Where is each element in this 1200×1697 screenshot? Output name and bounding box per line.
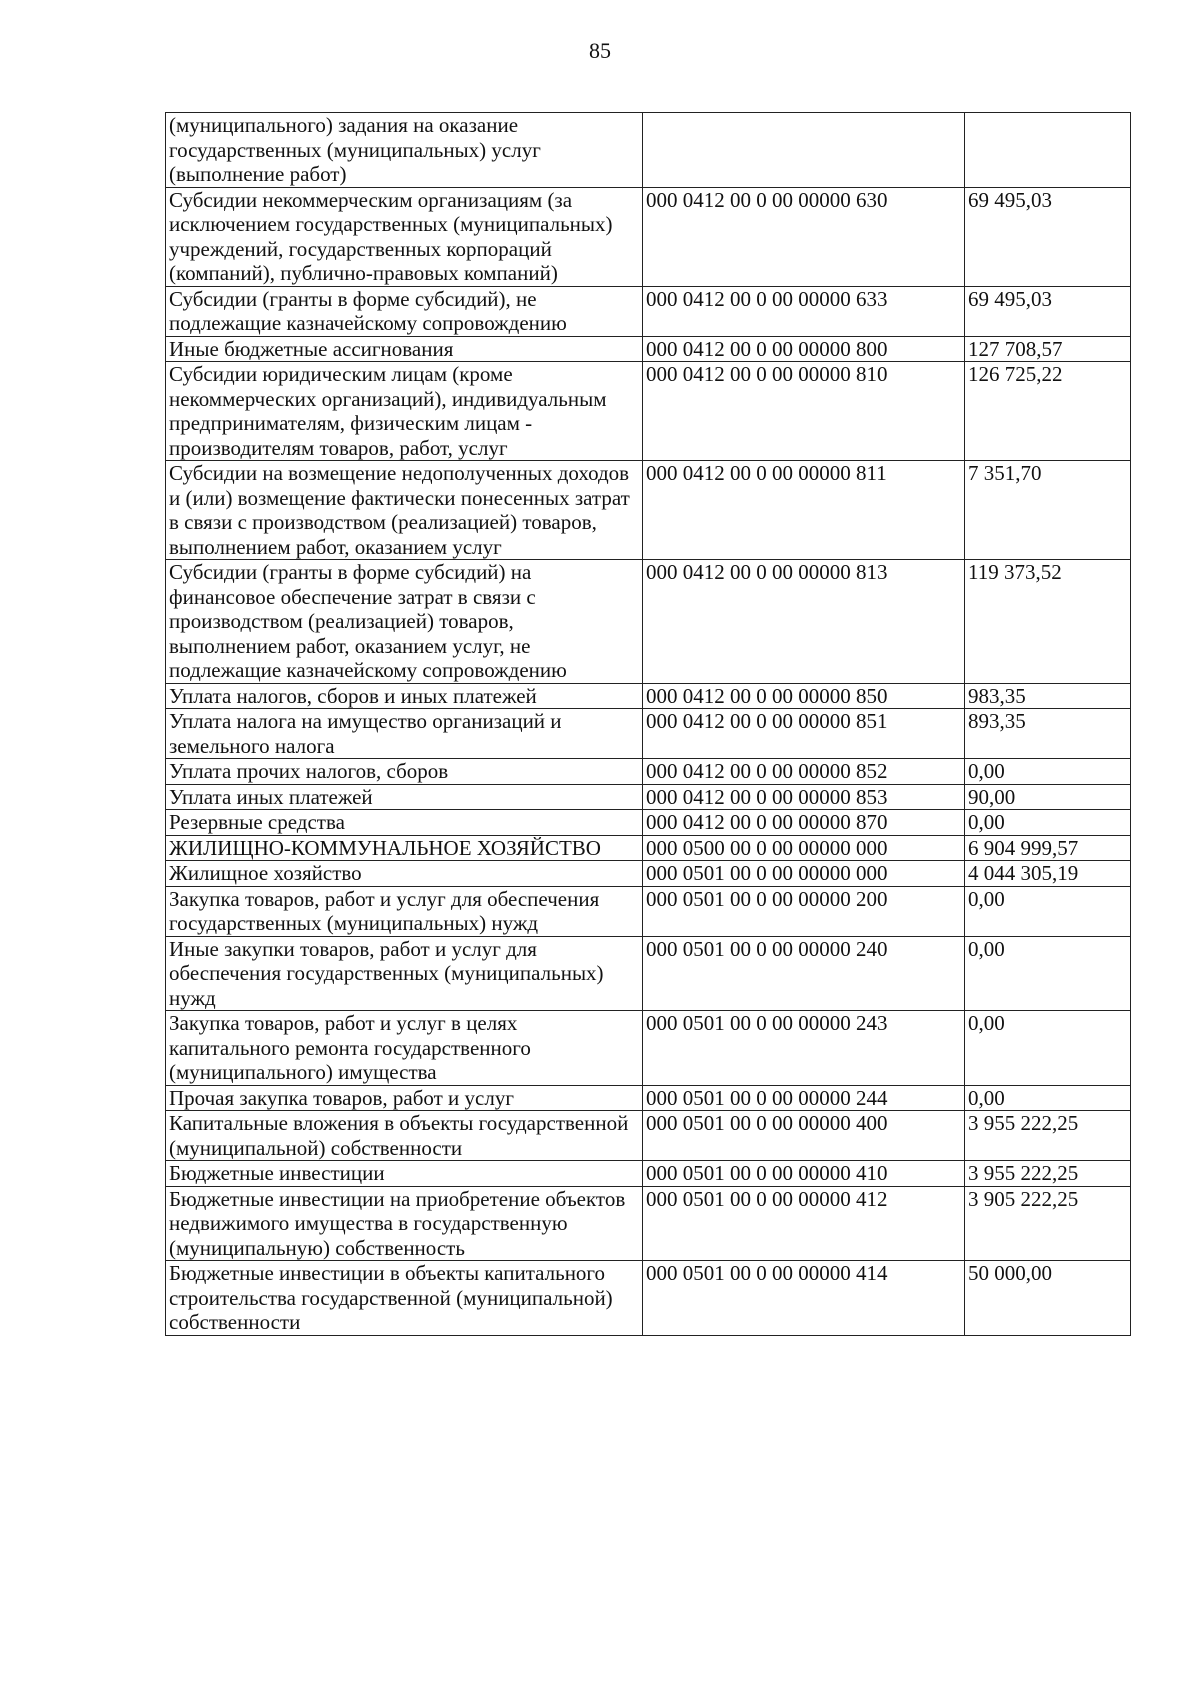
row-code-cell: 000 0501 00 0 00 00000 200 (643, 886, 965, 936)
row-amount-cell: 119 373,52 (965, 560, 1131, 684)
row-code-cell: 000 0501 00 0 00 00000 412 (643, 1186, 965, 1261)
row-amount-cell: 90,00 (965, 784, 1131, 810)
row-amount-cell: 3 955 222,25 (965, 1111, 1131, 1161)
table-row (166, 560, 1131, 684)
table-row (166, 1111, 1131, 1161)
row-amount-cell: 3 955 222,25 (965, 1161, 1131, 1187)
table-row (166, 286, 1131, 336)
table-row (166, 1011, 1131, 1086)
row-code-cell: 000 0412 00 0 00 00000 810 (643, 362, 965, 461)
table-row (166, 861, 1131, 887)
row-amount-cell: 127 708,57 (965, 336, 1131, 362)
table-row (166, 759, 1131, 785)
row-amount-cell: 50 000,00 (965, 1261, 1131, 1336)
row-code-cell: 000 0412 00 0 00 00000 850 (643, 683, 965, 709)
row-name-cell: Бюджетные инвестиции (166, 1161, 643, 1187)
table-row (166, 784, 1131, 810)
row-name-cell: Субсидии юридическим лицам (кроме некоммерческих организаций), индивидуальным предпринимателям, физическим лицам - производителям товаров, работ, услуг (166, 362, 643, 461)
row-amount-cell: 0,00 (965, 936, 1131, 1011)
row-name-cell: Прочая закупка товаров, работ и услуг (166, 1085, 643, 1111)
table-row (166, 835, 1131, 861)
budget-table-body (166, 113, 1131, 1336)
row-name-cell: Капитальные вложения в объекты государственной (муниципальной) собственности (166, 1111, 643, 1161)
table-row (166, 113, 1131, 188)
row-code-cell: 000 0501 00 0 00 00000 240 (643, 936, 965, 1011)
row-code-cell: 000 0501 00 0 00 00000 243 (643, 1011, 965, 1086)
row-name-cell: Уплата налогов, сборов и иных платежей (166, 683, 643, 709)
table-row (166, 362, 1131, 461)
row-code-cell: 000 0500 00 0 00 00000 000 (643, 835, 965, 861)
row-name-cell: Бюджетные инвестиции в объекты капитального строительства государственной (муниципальной) собственности (166, 1261, 643, 1336)
row-amount-cell: 0,00 (965, 810, 1131, 836)
row-name-cell: ЖИЛИЩНО-КОММУНАЛЬНОЕ ХОЗЯЙСТВО (166, 835, 643, 861)
row-code-cell: 000 0412 00 0 00 00000 852 (643, 759, 965, 785)
row-amount-cell (965, 113, 1131, 188)
table-row (166, 1186, 1131, 1261)
row-code-cell: 000 0412 00 0 00 00000 870 (643, 810, 965, 836)
row-amount-cell: 4 044 305,19 (965, 861, 1131, 887)
row-name-cell: Жилищное хозяйство (166, 861, 643, 887)
row-amount-cell: 893,35 (965, 709, 1131, 759)
table-row (166, 1161, 1131, 1187)
budget-table (165, 112, 1131, 1336)
row-code-cell: 000 0412 00 0 00 00000 633 (643, 286, 965, 336)
row-name-cell: Субсидии на возмещение недополученных доходов и (или) возмещение фактически понесенных затрат в связи с производством (реализацией) товаров, выполнением работ, оказанием услуг (166, 461, 643, 560)
row-name-cell: Резервные средства (166, 810, 643, 836)
row-amount-cell: 0,00 (965, 886, 1131, 936)
row-code-cell: 000 0412 00 0 00 00000 853 (643, 784, 965, 810)
row-amount-cell: 69 495,03 (965, 286, 1131, 336)
table-row (166, 683, 1131, 709)
row-amount-cell: 3 905 222,25 (965, 1186, 1131, 1261)
table-row (166, 810, 1131, 836)
row-code-cell: 000 0412 00 0 00 00000 811 (643, 461, 965, 560)
row-code-cell: 000 0412 00 0 00 00000 800 (643, 336, 965, 362)
row-code-cell: 000 0501 00 0 00 00000 410 (643, 1161, 965, 1187)
table-row (166, 709, 1131, 759)
row-amount-cell: 69 495,03 (965, 187, 1131, 286)
row-code-cell: 000 0412 00 0 00 00000 813 (643, 560, 965, 684)
table-row (166, 336, 1131, 362)
table-row (166, 886, 1131, 936)
table-row (166, 461, 1131, 560)
row-name-cell: (муниципального) задания на оказание государственных (муниципальных) услуг (выполнение работ) (166, 113, 643, 188)
row-name-cell: Бюджетные инвестиции на приобретение объектов недвижимого имущества в государственную (муниципальную) собственность (166, 1186, 643, 1261)
row-amount-cell: 126 725,22 (965, 362, 1131, 461)
row-name-cell: Закупка товаров, работ и услуг в целях капитального ремонта государственного (муниципального) имущества (166, 1011, 643, 1086)
table-row (166, 187, 1131, 286)
row-code-cell: 000 0501 00 0 00 00000 000 (643, 861, 965, 887)
row-code-cell: 000 0412 00 0 00 00000 851 (643, 709, 965, 759)
row-name-cell: Уплата налога на имущество организаций и земельного налога (166, 709, 643, 759)
row-name-cell: Закупка товаров, работ и услуг для обеспечения государственных (муниципальных) нужд (166, 886, 643, 936)
row-code-cell: 000 0501 00 0 00 00000 244 (643, 1085, 965, 1111)
row-name-cell: Уплата иных платежей (166, 784, 643, 810)
row-code-cell: 000 0501 00 0 00 00000 400 (643, 1111, 965, 1161)
page-number: 85 (589, 38, 611, 63)
row-code-cell: 000 0412 00 0 00 00000 630 (643, 187, 965, 286)
row-name-cell: Субсидии некоммерческим организациям (за исключением государственных (муниципальных) учреждений, государственных корпораций (компаний), публично-правовых компаний) (166, 187, 643, 286)
row-name-cell: Иные закупки товаров, работ и услуг для обеспечения государственных (муниципальных) нужд (166, 936, 643, 1011)
row-code-cell: 000 0501 00 0 00 00000 414 (643, 1261, 965, 1336)
row-amount-cell: 7 351,70 (965, 461, 1131, 560)
row-amount-cell: 0,00 (965, 1011, 1131, 1086)
row-name-cell: Иные бюджетные ассигнования (166, 336, 643, 362)
row-amount-cell: 6 904 999,57 (965, 835, 1131, 861)
table-row (166, 1261, 1131, 1336)
table-row (166, 1085, 1131, 1111)
row-amount-cell: 983,35 (965, 683, 1131, 709)
row-amount-cell: 0,00 (965, 1085, 1131, 1111)
row-code-cell (643, 113, 965, 188)
table-row (166, 936, 1131, 1011)
row-amount-cell: 0,00 (965, 759, 1131, 785)
row-name-cell: Субсидии (гранты в форме субсидий), не подлежащие казначейскому сопровождению (166, 286, 643, 336)
row-name-cell: Субсидии (гранты в форме субсидий) на финансовое обеспечение затрат в связи с производством (реализацией) товаров, выполнением работ, оказанием услуг, не подлежащие казначейскому сопровождению (166, 560, 643, 684)
row-name-cell: Уплата прочих налогов, сборов (166, 759, 643, 785)
